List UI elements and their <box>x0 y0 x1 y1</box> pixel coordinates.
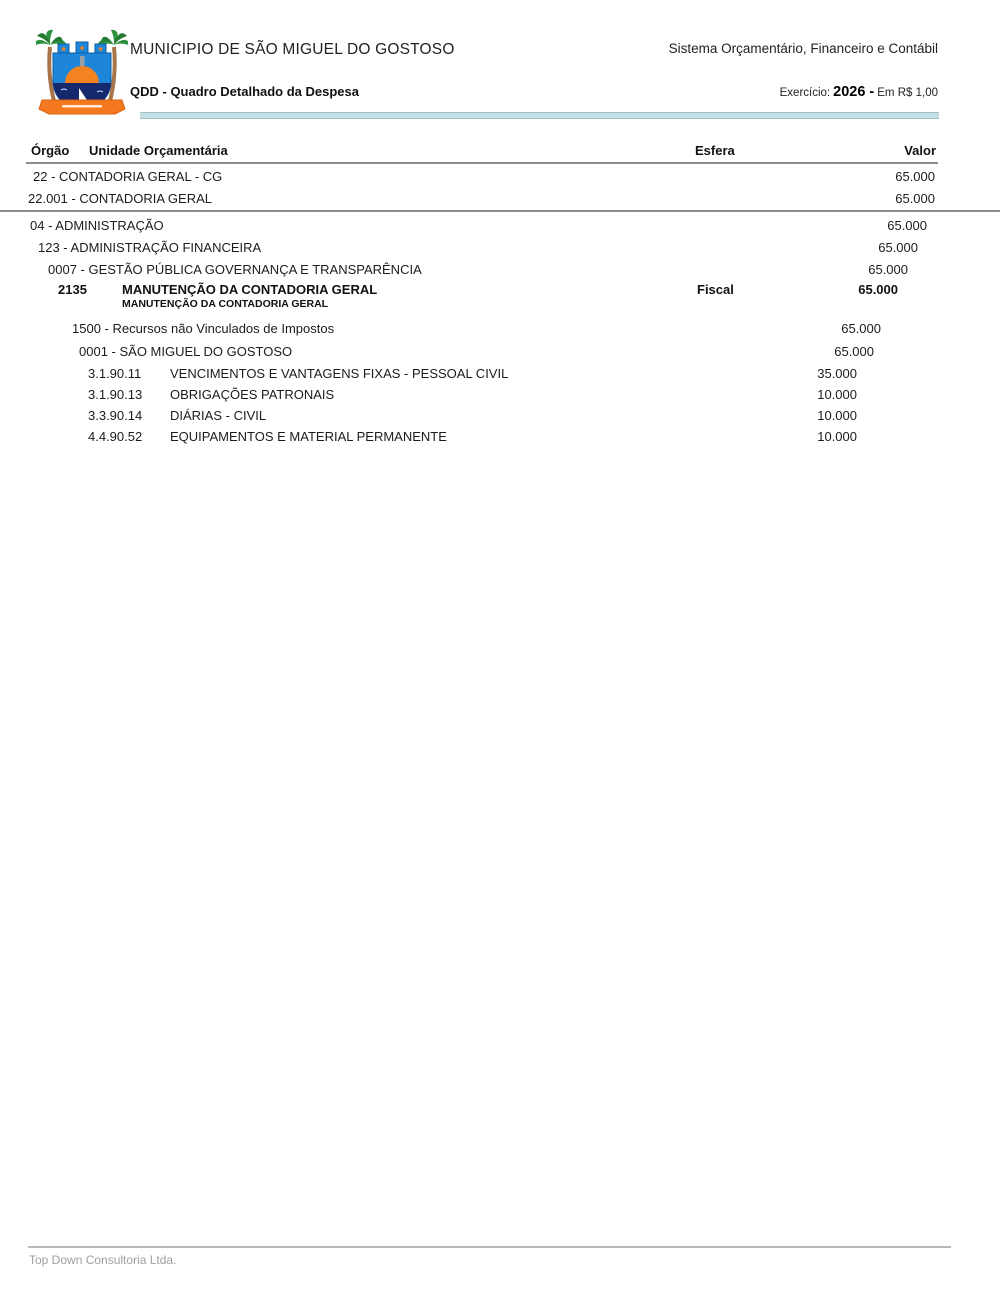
column-header-row <box>0 141 1000 161</box>
column-header-esfera: Esfera <box>695 143 735 158</box>
row-label: 22 - CONTADORIA GERAL - CG <box>33 169 223 184</box>
exercise-info <box>780 84 938 100</box>
exercise-label: Exercício: <box>779 87 831 99</box>
row-code: 4.4.90.52 <box>88 429 143 444</box>
row-code: 2135 <box>58 282 87 297</box>
table-row-unidade <box>0 188 1000 210</box>
system-name: Sistema Orçamentário, Financeiro e Contábil <box>668 41 938 56</box>
header-divider-bar <box>140 112 939 119</box>
row-value: 65.000 <box>834 344 874 359</box>
row-label: EQUIPAMENTOS E MATERIAL PERMANENTE <box>170 429 447 444</box>
column-header-orgao: Órgão <box>31 143 70 158</box>
row-value: 65.000 <box>868 262 908 277</box>
row-label: VENCIMENTOS E VANTAGENS FIXAS - PESSOAL CIVIL <box>170 366 509 381</box>
report-title: QDD - Quadro Detalhado da Despesa <box>130 84 359 99</box>
row-label: DIÁRIAS - CIVIL <box>170 408 267 423</box>
table-row-funcao <box>0 215 1000 237</box>
currency-note: Em R$ 1,00 <box>877 87 938 99</box>
column-header-valor: Valor <box>904 143 936 158</box>
row-value: 10.000 <box>817 408 857 423</box>
row-value: 65.000 <box>895 169 935 184</box>
table-row-fonte <box>0 318 1000 340</box>
row-label: OBRIGAÇÕES PATRONAIS <box>170 387 335 402</box>
footer-company: Top Down Consultoria Ltda. <box>29 1253 177 1267</box>
row-value: 65.000 <box>858 282 898 297</box>
row-code: 3.1.90.11 <box>88 366 142 381</box>
row-value: 65.000 <box>841 321 881 336</box>
table-rows <box>0 166 1000 447</box>
row-label: 0007 - GESTÃO PÚBLICA GOVERNANÇA E TRANSPARÊNCIA <box>48 262 422 277</box>
row-value: 65.000 <box>887 218 927 233</box>
row-value: 65.000 <box>878 240 918 255</box>
table-row-elemento <box>0 363 1000 384</box>
table-row-programa <box>0 259 1000 280</box>
municipality-title: MUNICIPIO DE SÃO MIGUEL DO GOSTOSO <box>130 41 455 58</box>
municipal-crest-logo-icon <box>36 28 128 122</box>
row-label: 04 - ADMINISTRAÇÃO <box>30 218 164 233</box>
row-value: 65.000 <box>895 191 935 206</box>
row-value: 10.000 <box>817 429 857 444</box>
table-row-regiao <box>0 340 1000 363</box>
table-row-elemento <box>0 405 1000 426</box>
row-code: 3.3.90.14 <box>88 408 143 423</box>
footer-rule <box>28 1246 951 1248</box>
table-row-acao <box>0 280 1000 318</box>
row-label: 0001 - SÃO MIGUEL DO GOSTOSO <box>79 344 293 359</box>
header-rule <box>26 162 938 164</box>
row-label: 1500 - Recursos não Vinculados de Impostos <box>72 321 335 336</box>
row-code: 3.1.90.13 <box>88 387 143 402</box>
column-header-unidade: Unidade Orçamentária <box>89 143 228 158</box>
table-row-orgao <box>0 166 1000 188</box>
table-row-elemento <box>0 426 1000 447</box>
table-row-subfuncao <box>0 237 1000 259</box>
row-esfera: Fiscal <box>697 282 734 297</box>
row-label: 123 - ADMINISTRAÇÃO FINANCEIRA <box>38 240 262 255</box>
row-sublabel: MANUTENÇÃO DA CONTADORIA GERAL <box>122 298 329 310</box>
exercise-year: 2026 - <box>833 84 875 100</box>
row-label: MANUTENÇÃO DA CONTADORIA GERAL <box>122 282 378 297</box>
row-value: 35.000 <box>817 366 857 381</box>
row-label: 22.001 - CONTADORIA GERAL <box>28 191 212 206</box>
table-row-elemento <box>0 384 1000 405</box>
row-value: 10.000 <box>817 387 857 402</box>
